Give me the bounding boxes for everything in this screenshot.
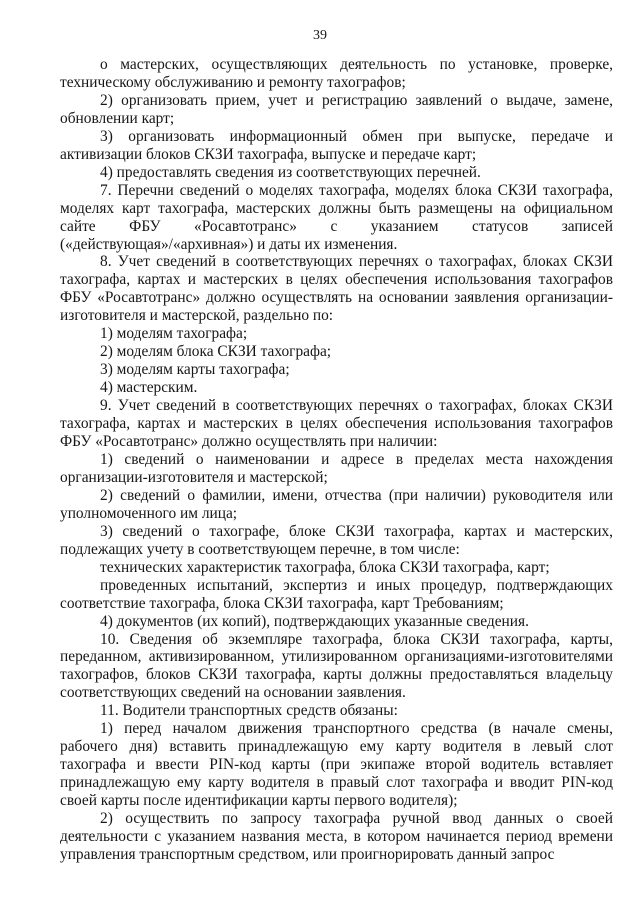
paragraph: 1) перед началом движения транспортного средства (в начале смены, рабочего дня) вставить принадлежащую ему карту водителя в левый слот тахографа и ввести PIN-код карты (при экипаже второй водитель вставляет принадлежащую ему карту водителя в правый слот тахографа и вводит PIN-код своей карты после идентификации карты первого водителя); <box>60 720 613 810</box>
paragraph: 2) осуществить по запросу тахографа ручной ввод данных о своей деятельности с указанием названия места, в котором начинается период времени управления транспортным средством, или проигнорировать данный запрос <box>60 810 613 863</box>
list-item: 1) моделям тахографа; <box>100 325 248 343</box>
document-body <box>60 56 613 864</box>
list-item: 2) моделям блока СКЗИ тахографа; <box>100 343 332 361</box>
paragraph: 10. Сведения об экземпляре тахографа, блока СКЗИ тахографа, карты, переданном, активизированном, утилизированном организациями-изготовителями тахографов, блоков СКЗИ тахографа, карты должны предоставляться владельцу соответствующих сведений на основании заявления. <box>60 630 613 702</box>
paragraph: 1) сведений о наименовании и адресе в пределах места нахождения организации-изготовителя и мастерской; <box>60 450 613 486</box>
paragraph: 4) документов (их копий), подтверждающих указанные сведения. <box>100 612 529 630</box>
list-item: 4) мастерским. <box>100 379 198 397</box>
paragraph: 7. Перечни сведений о моделях тахографа, моделях блока СКЗИ тахографа, моделях карт тахографа, мастерских должны быть размещены на официальном сайте ФБУ «Росавтотранс» с указанием статусов записей («действующая»/«архивная») и даты их изменения. <box>60 181 613 253</box>
paragraph: 4) предоставлять сведения из соответствующих перечней. <box>100 163 481 181</box>
paragraph: проведенных испытаний, экспертиз и иных процедур, подтверждающих соответствие тахографа, блока СКЗИ тахографа, карт Требованиям; <box>60 576 613 612</box>
paragraph: 3) сведений о тахографе, блоке СКЗИ тахографа, картах и мастерских, подлежащих учету в соответствующем перечне, в том числе: <box>60 522 613 558</box>
list-item: 3) моделям карты тахографа; <box>100 361 290 379</box>
page-number: 39 <box>313 28 327 43</box>
paragraph: 3) организовать информационный обмен при выпуске, передаче и активизации блоков СКЗИ тахографа, выпуске и передаче карт; <box>60 127 613 163</box>
paragraph: 9. Учет сведений в соответствующих перечнях о тахографах, блоках СКЗИ тахографа, картах и мастерских в целях обеспечения использования тахографов ФБУ «Росавтотранс» должно осуществлять при наличии: <box>60 397 613 451</box>
paragraph: 11. Водители транспортных средств обязаны: <box>100 702 398 720</box>
paragraph: о мастерских, осуществляющих деятельность по установке, проверке, техническому обслуживанию и ремонту тахографов; <box>60 56 613 91</box>
paragraph: технических характеристик тахографа, блока СКЗИ тахографа, карт; <box>100 558 550 576</box>
paragraph: 2) организовать прием, учет и регистрацию заявлений о выдаче, замене, обновлении карт; <box>60 91 613 127</box>
paragraph: 2) сведений о фамилии, имени, отчества (при наличии) руководителя или уполномоченного им лица; <box>60 486 613 522</box>
paragraph: 8. Учет сведений в соответствующих перечнях о тахографах, блоках СКЗИ тахографа, картах и мастерских в целях обеспечения использования тахографов ФБУ «Росавтотранс» должно осуществлять на основании заявления организации-изготовителя и мастерской, раздельно по: <box>60 253 613 325</box>
